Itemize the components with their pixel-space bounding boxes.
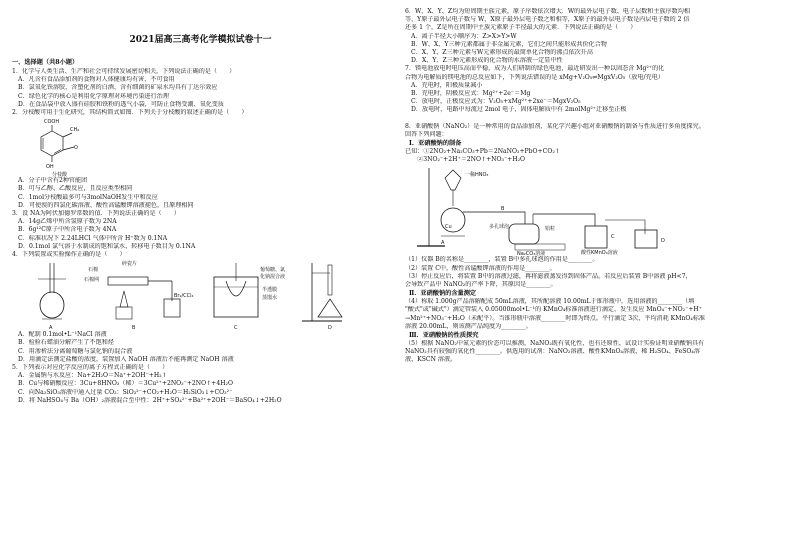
label-ch2: CH₂ — [70, 127, 80, 134]
question-2 — [12, 109, 389, 210]
q7-stem-1: 7．镁电池放电时电压高而平稳，成为人们研制的绿色电池，最近研发出一种以固态含 Mg²⁺的化 — [405, 65, 665, 73]
label-apparatus-d: D — [661, 238, 665, 245]
q1-option-d: D．在食品袋中放入盛有硅胶和铁粉的透气小袋，可防止食物受潮、氧化变质 — [18, 100, 224, 108]
q8-item-5c: 液、KSCN 溶液。 — [405, 356, 457, 364]
apparatus-figure-q8 — [405, 164, 784, 256]
label-mix2: 化钠混合液 — [260, 274, 286, 281]
q8-item-4c: →Mn²⁺+NO₃⁻+H₂O（未配平）。当锥形瓶中溶液________时即为终点。平行滴定 3次，平均消耗 KMnO₄标准 — [405, 314, 706, 322]
q1-option-b: B．氯氧化铁溶胶、含塑化剂的白酒、含有细菌的矿泉水均具有丁达尔效应 — [18, 84, 218, 92]
label-water: 蒸馏水 — [262, 295, 278, 302]
label-cu: Cu — [445, 224, 452, 231]
q6-option-c: C．X、Y、Z三种元素与W元素形成的最简单化合物的沸点依次升高 — [411, 49, 593, 57]
q8-item-4d: 溶液 20.00mL，则该测产品纯度为________。 — [405, 322, 532, 330]
question-4 — [12, 251, 389, 364]
q2-stem: 2．分枝酸可用于生化研究，其结构简式如图．下列关于分枝酸的叙述正确的是（ ） — [12, 109, 248, 117]
q4-option-b: B．检验石蜡油分解产生了不饱和烃 — [18, 339, 114, 347]
q8-item-3b: 会导致产品中 NaNO₂的产率下降，其原因是________。 — [405, 281, 557, 289]
question-7 — [405, 65, 784, 114]
q6-option-d: D．X、Y、Z三种元素形成的化合物的水溶液一定显中性 — [411, 57, 563, 65]
question-5 — [12, 364, 389, 405]
q7-option-a: A．充电时，阳极质量减小 — [411, 81, 483, 89]
label-hno3: 一稀HNO₃ — [465, 172, 489, 179]
label-c: C — [234, 325, 238, 332]
q1-option-c: C．绿色化学的核心是利用化学原理对环境污染进行治理 — [18, 92, 169, 100]
known-reaction-2: ②3NO₂⁻+2H⁺＝2NO↑+NO₃⁻+H₂O — [405, 156, 526, 164]
q5-stem: 5．下列表示对应化学反应的离子方程式正确的是（ ） — [12, 364, 169, 372]
q5-option-c: C．向Na₂SiO₃溶液中通入过量 CO₂：SiO₃²⁻+CO₂+H₂O＝H₂SiO₃↓+CO₃²⁻ — [18, 388, 233, 396]
label-shimian: 石棉 — [88, 267, 99, 274]
section-heading: 一、选择题（共8小题） — [12, 59, 79, 66]
part1-heading: Ⅰ．亚硝酸钠的制备 — [409, 140, 462, 148]
q7-option-d: D．放电时，电路中每流过 2mol 电子，固体电解质中有 2molMg²⁺迁移至正极 — [411, 106, 627, 114]
right-column — [397, 0, 794, 550]
part3-heading: Ⅲ．亚硝酸钠的性质探究 — [409, 332, 479, 340]
label-membrane: 半透膜 — [262, 287, 278, 294]
q8-item-4a: （4）称取 1.000g产品溶解配成 50mL溶液，其所配溶液 10.00mL于锥形瓶中，选用溶液的________（填 — [405, 298, 695, 306]
q6-stem-3: 还多 1 个，Z是所在周期中主族元素原子半径最大的元素．下列说法正确的是（ ） — [405, 24, 637, 32]
q2-option-d: D．可使溴的四氯化碳溶液、酸性高锰酸钾溶液褪色，且原理相同 — [18, 201, 194, 209]
q8-item-2: （2）装置 C中，酸性高锰酸钾溶液的作用是________。 — [405, 264, 556, 272]
q8-stem-1: 8．亚硝酸钠（NaNO₂）是一种常用的食品添加剂，某化学兴趣小组对亚硝酸钠的制备与性质进行多角度探究。 — [405, 122, 705, 130]
q2-option-c: C．1mol分枝酸最多可与3molNaOH发生中和反应 — [18, 193, 158, 201]
question-8 — [405, 123, 784, 365]
apparatus-figure-q4 — [12, 259, 389, 331]
label-br2: Br₂/CCl₄ — [174, 293, 194, 300]
label-apparatus-a: A — [441, 240, 445, 247]
q1-option-a: A．凡含有食品添加剂的食物对人体健康均有害，不可食用 — [18, 76, 175, 84]
q4-option-c: C．用渗析法分离葡萄糖与氯化钠的混合液 — [18, 347, 133, 355]
q2-option-b: B．可与乙醇、乙酸反应，且反应类型相同 — [18, 185, 133, 193]
part2-heading: Ⅱ．亚硝酸钠的含量测定 — [409, 290, 477, 298]
q7-option-b: B．充电时，阴极反应式：Mg²⁺+2e⁻＝Mg — [411, 90, 531, 98]
label-kmno4: 酸性KMnO₄溶液 — [581, 250, 618, 257]
q6-stem-1: 6．W、X、Y、Z均为短周期主族元素，原子序数依次增大．W的最外层电子数、电子层数和主族序数均相 — [405, 8, 690, 15]
label-shimianwang: 石棉网 — [84, 277, 100, 284]
q8-item-5b: NaNO₂具有较强的氧化性________。供选用的试剂：NaNO₂溶液、酸性KMnO₄溶液、稀 H₂SO₄、FeSO₄溶 — [405, 348, 700, 356]
question-3 — [12, 210, 389, 251]
q5-option-a: A．金属钠与水反应：Na+2H₂O＝Na⁺+2OH⁻+H₂↑ — [18, 372, 167, 380]
q8-item-3a: （3）停止反应后，将装置 B中的溶液过滤，再将滤液蒸发得到固体产品。若反应后装置 B中溶液 pH<7， — [405, 272, 692, 280]
label-porous-bubbler: 多孔球泡 — [489, 224, 510, 231]
q8-stem-2: 回答下列问题： — [405, 130, 448, 138]
apparatus-b — [84, 260, 194, 331]
q3-stem: 3．设 NA为阿伏加德罗常数的值．下列说法正确的是（ ） — [12, 210, 180, 218]
known-reaction-1: 已知：①2NO₂+Na₂CO₃+Pb＝2NaNO₂+PbO+CO₂↑ — [405, 148, 560, 156]
q4-option-d: D．用滴定法测定盐酸的浓度，装置加入 NaOH 溶液后不能再测定 NaOH 溶液 — [18, 355, 234, 363]
q8-item-5a: （5）根据 NaNO₂中氮元素的价态可以推测，NaNO₂既有氧化性，也有还原性，试设计实验证明亚硝酸钠具有 — [405, 340, 705, 348]
molecule-diagram — [32, 117, 112, 177]
label-pb: 铅粒 — [545, 226, 556, 233]
molecule-caption: 分枝酸 — [52, 172, 68, 178]
q3-option-b: B．6g¹²C原子中所含电子数为 4NA — [18, 226, 117, 234]
label-b: B — [501, 206, 505, 213]
q2-option-a: A．分子中含有2种官能团 — [18, 177, 88, 185]
q3-option-d: D．0.1mol 氯气溶于水制成的饱和氯水，转移电子数目为 0.1NA — [18, 242, 196, 250]
q3-option-a: A．14g乙烯中所含氢原子数为 2NA — [18, 218, 117, 226]
q8-item-1: （1）仪器 B的名称是________，装置 B中多孔球泡的作用是________。 — [405, 256, 599, 264]
label-cooh: COOH — [44, 119, 60, 126]
apparatus-d — [302, 263, 342, 331]
q7-option-c: C．放电时，正极反应式为：V₂O₅+xMg²⁺+2xe⁻＝MgxV₂O₅ — [411, 98, 581, 106]
label-b: B — [132, 325, 136, 332]
exam-title: 2021届高三高考化学模拟试卷十一 — [129, 35, 272, 45]
apparatus-diagram — [12, 259, 392, 331]
q8-item-4b: "酸式"或"碱式"）滴定管装入 0.05000mol•L⁻¹的 KMnO₄标准溶液进行滴定，发生反应 MnO₄⁻+NO₂⁻+H⁺ — [405, 306, 702, 314]
apparatus-c — [214, 263, 285, 331]
q5-option-b: B．Cu与稀硝酸反应：3Cu+8HNO₃（稀）＝3Cu²⁺+2NO₃⁻+2NO↑+4H₂O — [18, 380, 233, 388]
q3-option-c: C．标准状况下 2.24LHCl 气体中所含 H⁺数为 0.1NA — [18, 234, 168, 242]
q4-stem: 4．下列装置或实验操作正确的是（ ） — [12, 251, 126, 259]
q7-stem-2: 合物为电解质的镁电池的总反应如下，下列说法错误的是 xMg+V₂O₅⇌MgxV₂O₅（放电/充电） — [405, 73, 664, 81]
question-1 — [12, 68, 389, 109]
q4-option-a: A．配制 0.1mol•L⁻¹NaCl 溶液 — [18, 331, 107, 339]
label-apparatus-c: C — [611, 234, 615, 241]
label-a: A — [49, 325, 53, 332]
apparatus-a — [38, 263, 66, 331]
label-suipian: 碎瓷片 — [122, 261, 138, 268]
q1-stem: 1．化学与人类生活、生产和社会可持续发展密切相关，下列说法正确的是（ ） — [12, 68, 236, 75]
label-side-cooh: O — [74, 145, 78, 152]
label-na2co3: Na₂CO₃溶液 — [517, 251, 546, 257]
label-mix1: 葡萄糖、氯 — [260, 267, 286, 274]
branch-acid-structure-figure — [32, 117, 389, 177]
q6-stem-2: 等，Y原子最外层电子数与 W、X原子最外层电子数之和相等，X原子的最外层电子数是内层电子数的 2 倍 — [405, 16, 690, 24]
question-6 — [405, 8, 784, 65]
nitrite-apparatus-diagram — [405, 164, 784, 256]
q6-option-b: B．W、X、Y三种元素都属于非金属元素，它们之间只能形成共价化合物 — [411, 40, 607, 48]
q6-option-a: A．离子半径大小顺序为：Z>X>Y>W — [411, 32, 517, 40]
q5-option-d: D．将 NaHSO₄与 Ba（OH）₂溶液混合至中性：2H⁺+SO₄²⁻+Ba²⁺+2OH⁻＝BaSO₄↓+2H₂O — [18, 396, 282, 404]
label-oh: OH — [46, 164, 54, 171]
label-d: D — [328, 325, 332, 332]
